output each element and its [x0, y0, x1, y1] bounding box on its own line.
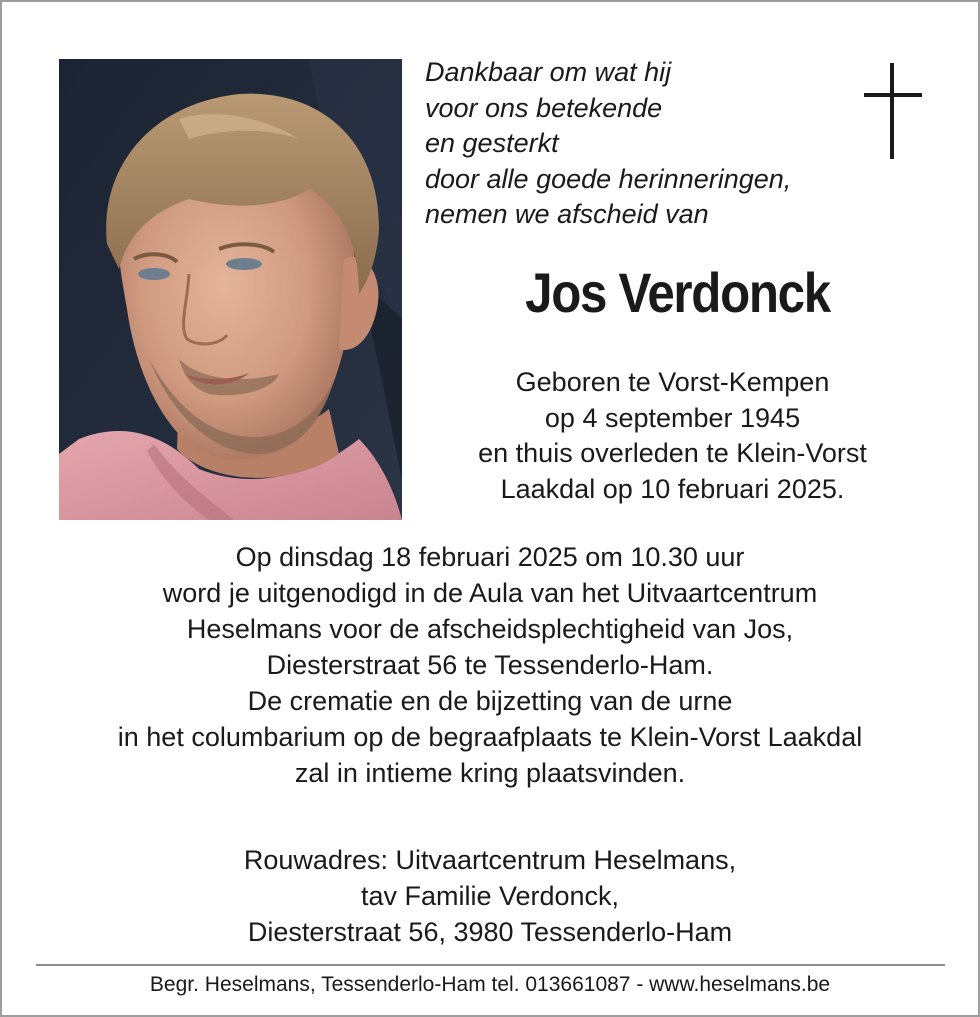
address-line: Diesterstraat 56, 3980 Tessenderlo-Ham [247, 917, 733, 947]
cross-icon [864, 63, 922, 159]
intro-poem [425, 55, 865, 233]
poem-line: Dankbaar om wat hij [425, 57, 672, 87]
portrait-photo [59, 59, 402, 520]
ceremony-line: De crematie en de bijzetting van de urne [247, 686, 733, 716]
footer-divider [36, 964, 945, 966]
poem-line: voor ons betekende [425, 92, 663, 123]
ceremony-line: Heselmans voor de afscheidsplechtigheid van Jos, [186, 614, 794, 644]
ceremony-line: word je uitgenodigd in de Aula van het Uitvaartcentrum [162, 578, 818, 608]
ceremony-line: Op dinsdag 18 februari 2025 om 10.30 uur [235, 542, 745, 572]
deceased-name: Jos Verdonck [525, 261, 830, 324]
portrait-image [59, 59, 402, 520]
dates-line: Laakdal op 10 februari 2025. [500, 473, 845, 504]
address-line: tav Familie Verdonck, [360, 881, 620, 911]
dates-line: en thuis overleden te Klein-Vorst [478, 438, 867, 468]
funeral-home-footer: Begr. Heselmans, Tessenderlo-Ham tel. 013661087 - www.heselmans.be [149, 973, 831, 996]
poem-line: en gesterkt [425, 128, 559, 158]
poem-line: nemen we afscheid van [425, 199, 709, 229]
dates-line: op 4 september 1945 [544, 402, 801, 433]
ceremony-info [30, 539, 950, 791]
poem-line: door alle goede herinneringen, [425, 163, 792, 194]
ceremony-line: zal in intieme kring plaatsvinden. [294, 758, 686, 788]
ceremony-line: Diesterstraat 56 te Tessenderlo-Ham. [266, 650, 714, 680]
dates-line: Geboren te Vorst-Kempen [515, 367, 830, 397]
ceremony-line: in het columbarium op de begraafplaats te Klein-Vorst Laakdal [117, 722, 863, 752]
birth-death-info [420, 365, 925, 507]
mourning-address [30, 842, 950, 950]
address-line: Rouwadres: Uitvaartcentrum Heselmans, [243, 845, 737, 875]
